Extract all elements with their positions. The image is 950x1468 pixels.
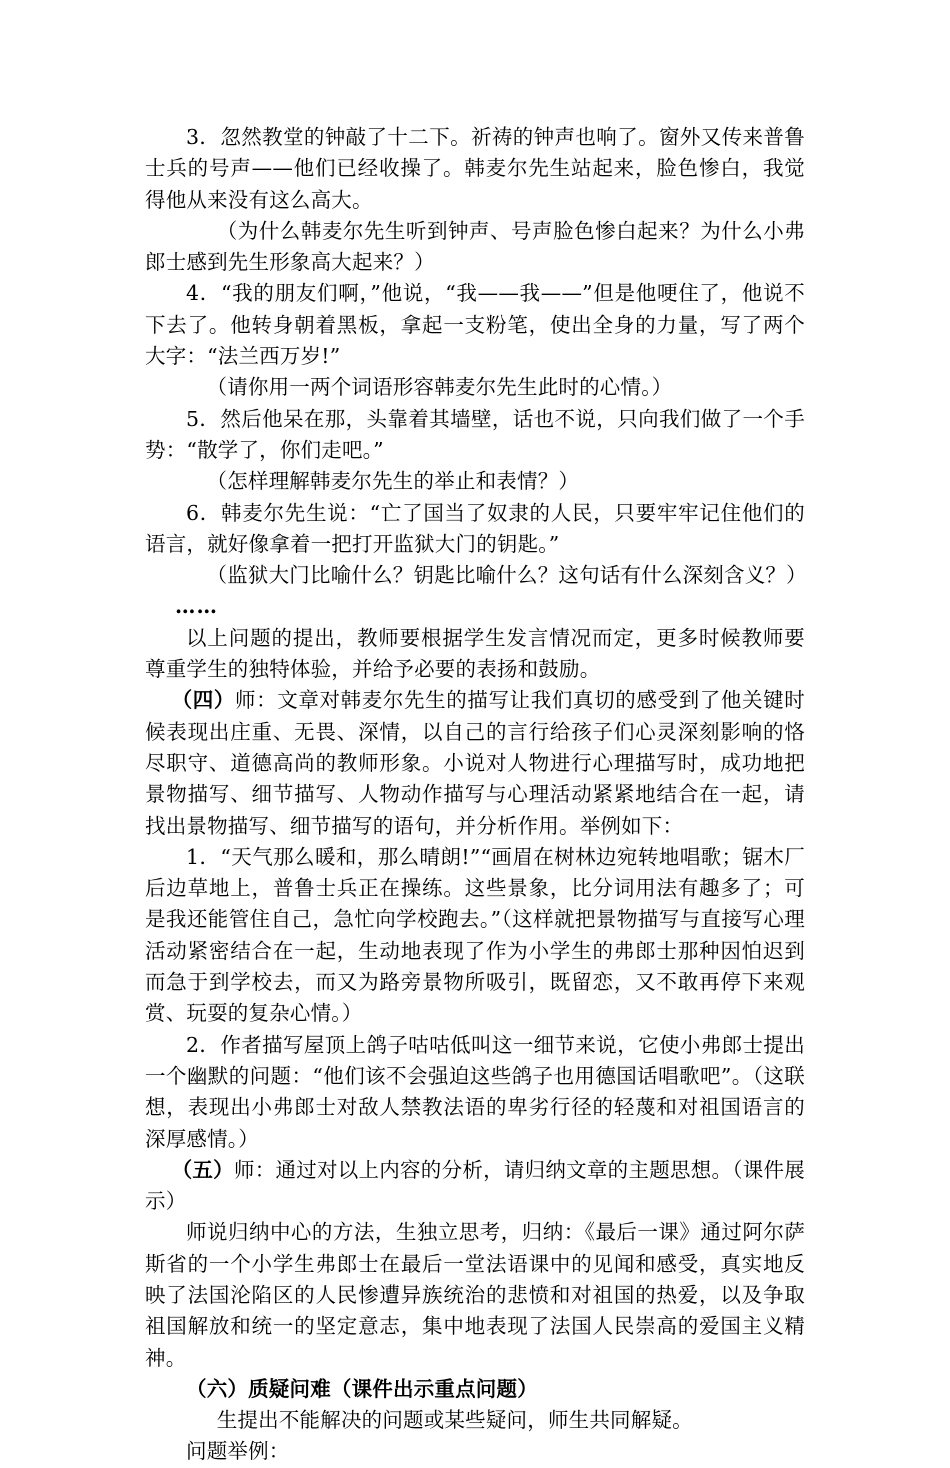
examples-label: 问题举例：	[186, 1439, 290, 1464]
section-5	[145, 1155, 805, 1218]
section-6-heading: （六）质疑问难（课件出示重点问题）	[186, 1376, 538, 1401]
question-item-6: （监狱大门比喻什么？钥匙比喻什么？这句话有什么深刻含义？）	[206, 563, 807, 588]
section-4-label: （四）	[171, 688, 236, 713]
quote-item-5: 5．然后他呆在那，头靠着其墙壁，话也不说，只向我们做了一个手势：“散学了，你们走吧。”	[145, 406, 805, 462]
section-5-label: （五）	[171, 1157, 234, 1182]
document-body	[145, 122, 805, 1468]
teacher-note: 以上问题的提出，教师要根据学生发言情况而定，更多时候教师要尊重学生的独特体验，并给予必要的表扬和鼓励。	[145, 625, 805, 682]
section-4	[145, 685, 805, 841]
quote-item-6: 6．韩麦尔先生说：“亡了国当了奴隶的人民，只要牢牢记住他们的语言，就好像拿着一把打开监狱大门的钥匙。”	[145, 500, 805, 556]
quote-item-3: 3．忽然教堂的钟敲了十二下。祈祷的钟声也响了。窗外又传来普鲁士兵的号声——他们已经收操了。韩麦尔先生站起来，脸色惨白，我觉得他从来没有这么高大。	[145, 125, 805, 212]
quote-item-4: 4．“我的朋友们啊，”他说，“我——我——”但是他哽住了，他说不下去了。他转身朝着黑板，拿起一支粉笔，使出全身的力量，写了两个大字：“法兰西万岁!”	[145, 281, 805, 369]
question-item-3: （为什么韩麦尔先生听到钟声、号声脸色惨白起来？为什么小弗郎士感到先生形象高大起来？）	[145, 218, 805, 275]
question-item-4: （请你用一两个词语形容韩麦尔先生此时的心情。）	[206, 375, 673, 400]
example-2: 2．作者描写屋顶上鸽子咕咕低叫这一细节来说，它使小弗郎士提出一个幽默的问题：“他们该不会强迫这些鸽子也用德国话唱歌吧”。（这联想，表现出小弗郎士对敌人禁教法语的卑劣行径的轻蔑和对祖国语言的深厚感情。）	[145, 1032, 805, 1151]
summary-paragraph: 师说归纳中心的方法，生独立思考，归纳：《最后一课》通过阿尔萨斯省的一个小学生弗郎士在最后一堂法语课中的见闻和感受，真实地反映了法国沦陷区的人民惨遭异族统治的悲愤和对祖国的热爱，以及争取祖国解放和统一的坚定意志，集中地表现了法国人民崇高的爱国主义精神。	[145, 1220, 805, 1370]
example-1: 1．“天气那么暖和，那么晴朗!”“画眉在树林边宛转地唱歌；锯木厂后边草地上，普鲁士兵正在操练。这些景象，比分词用法有趣多了；可是我还能管住自己，急忙向学校跑去。”（这样就把景物描写与直接写心理活动紧密结合在一起，生动地表现了作为小学生的弗郎士那种因怕迟到而急于到学校去，而又为路旁景物所吸引，既留恋，又不敢再停下来观赏、玩耍的复杂心情。）	[145, 844, 805, 1026]
question-item-5: （怎样理解韩麦尔先生的举止和表情？）	[206, 469, 580, 494]
qa-paragraph: 生提出不能解决的问题或某些疑问，师生共同解疑。	[216, 1408, 693, 1433]
section-5-text: 师：通过对以上内容的分析，请归纳文章的主题思想。（课件展示）	[145, 1157, 805, 1214]
ellipsis: ……	[175, 594, 218, 619]
section-4-text: 师：文章对韩麦尔先生的描写让我们真切的感受到了他关键时候表现出庄重、无畏、深情，以自己的言行给孩子们心灵深刻影响的恪尽职守、道德高尚的教师形象。小说对人物进行心理描写时，成功地把景物描写、细节描写、人物动作描写与心理活动紧紧地结合在一起，请找出景物描写、细节描写的语句，并分析作用。举例如下：	[145, 688, 805, 838]
